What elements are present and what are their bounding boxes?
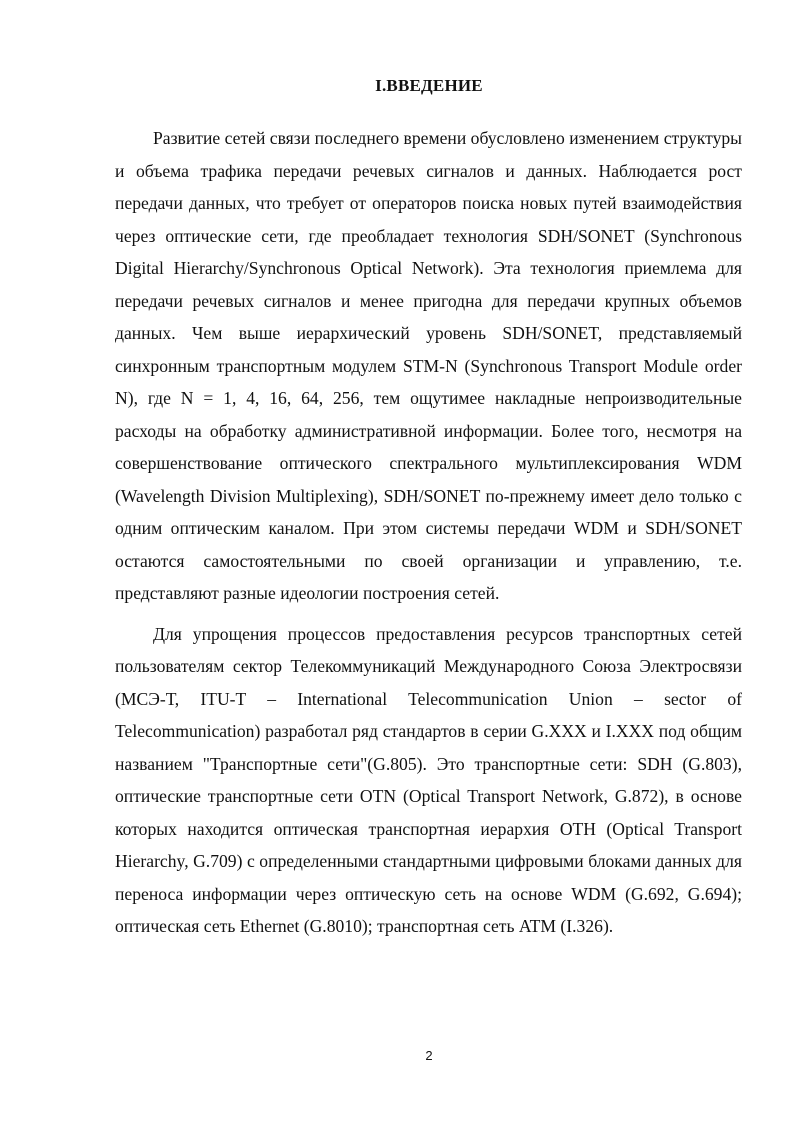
document-body [115, 122, 742, 943]
paragraph-intro: Развитие сетей связи последнего времени обусловлено изменением структуры и объема трафика передачи речевых сигналов и данных. Наблюдается рост передачи данных, что требует от операторов поиска новых путей взаимодействия через оптические сети, где преобладает технология SDH/SONET (Synchronous Digital Hierarchy/Synchronous Optical Network). Эта технология приемлема для передачи речевых сигналов и менее пригодна для передачи крупных объемов данных. Чем выше иерархический уровень SDH/SONET, представляемый синхронным транспортным модулем STM-N (Synchronous Transport Module order N), где N = 1, 4, 16, 64, 256, тем ощутимее накладные непроизводительные расходы на обработку административной информации. Более того, несмотря на совершенствование оптического спектрального мультиплексирования WDM (Wavelength Division Multiplexing), SDH/SONET по-прежнему имеет дело только с одним оптическим каналом. При этом системы передачи WDM и SDH/SONET остаются самостоятельными по своей организации и управлению, т.е. представляют разные идеологии построения сетей. [115, 128, 742, 603]
paragraph-standards: Для упрощения процессов предоставления ресурсов транспортных сетей пользователям сектор Телекоммуникаций Международного Союза Электросвязи (МСЭ-Т, ITU-T – International Telecommunication Union – sector of Telecommunication) разработал ряд стандартов в серии G.XXX и I.XXX под общим названием "Транспортные сети"(G.805). Это транспортные сети: SDH (G.803), оптические транспортные сети OTN (Optical Transport Network, G.872), в основе которых находится оптическая транспортная иерархия OTH (Optical Transport Hierarchy, G.709) с определенными стандартными цифровыми блоками данных для переноса информации через оптическую сеть на основе WDM (G.692, G.694); оптическая сеть Ethernet (G.8010); транспортная сеть ATM (I.326). [115, 623, 742, 936]
page-number: 2 [425, 1048, 433, 1063]
section-heading: I.ВВЕДЕНИЕ [375, 76, 483, 95]
